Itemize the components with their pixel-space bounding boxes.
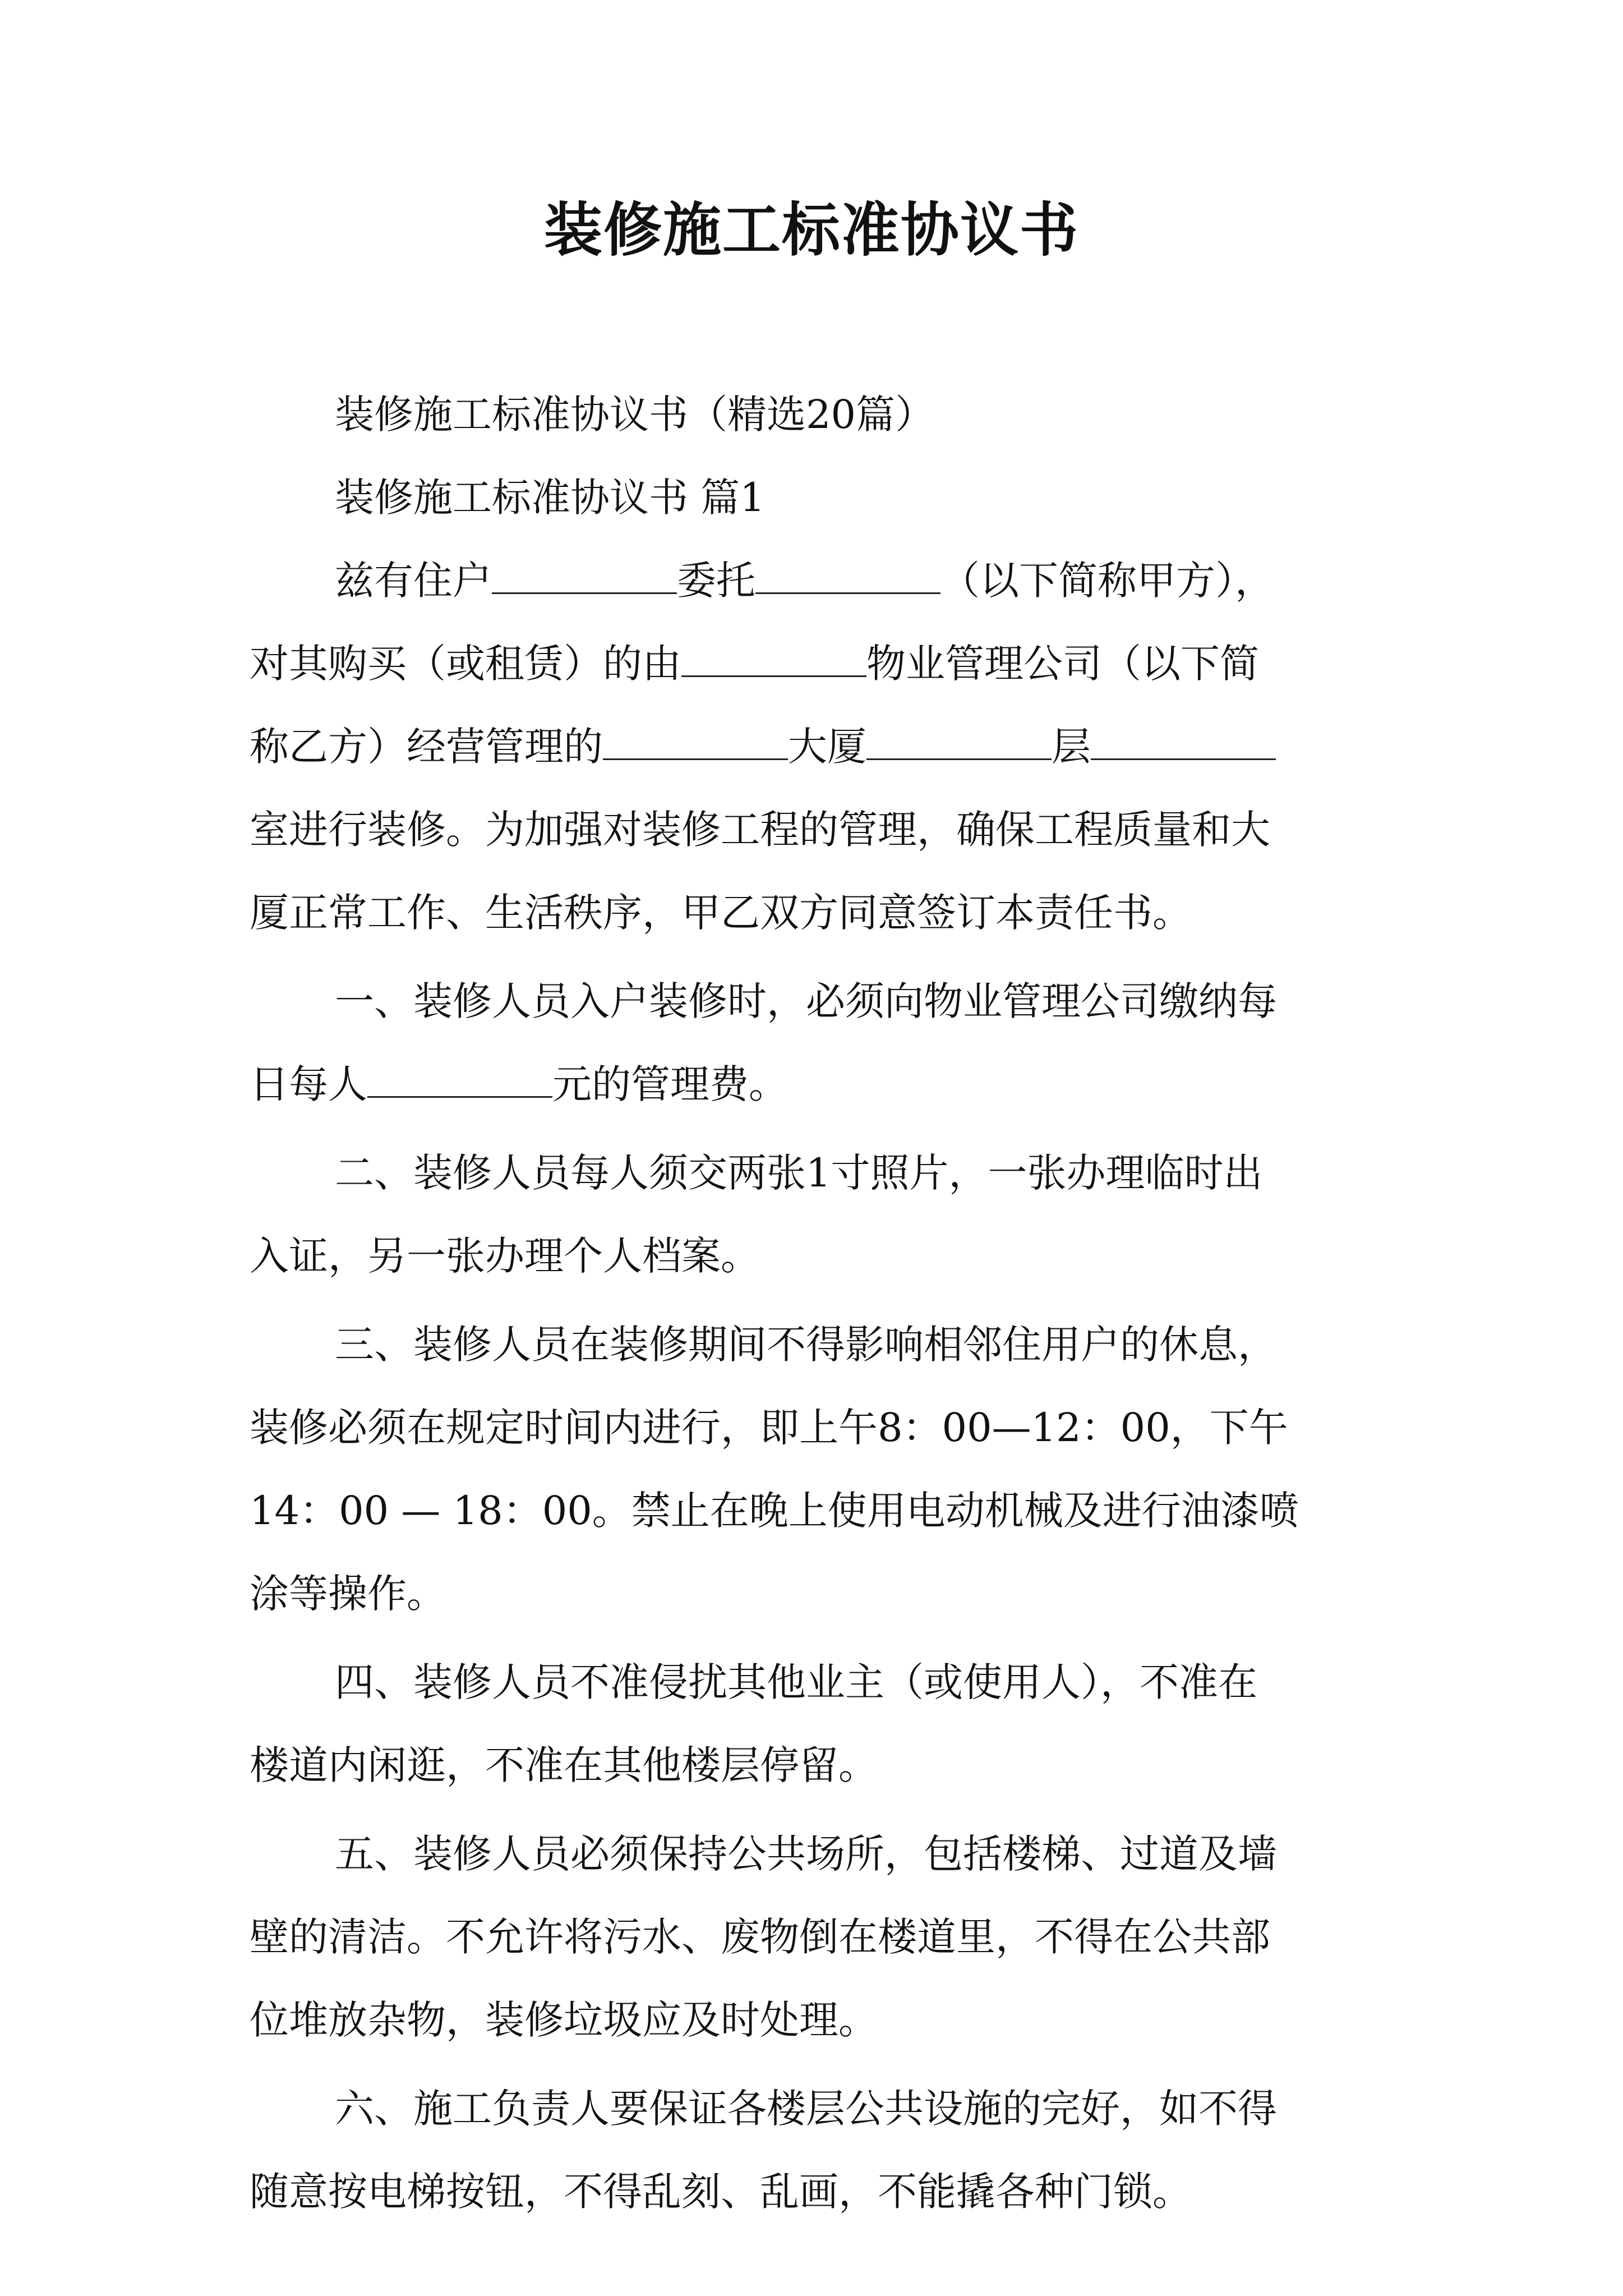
paragraph-line: 入证，另一张办理个人档案。 xyxy=(250,1233,760,1279)
text-run: （以下简称甲方）， xyxy=(940,558,1274,604)
paragraph-line: 三、装修人员在装修期间不得影响相邻住用户的休息， xyxy=(335,1322,1277,1368)
fill-in-blank xyxy=(681,641,866,677)
paragraph-line: 壁的清洁。不允许将污水、废物倒在楼道里，不得在公共部 xyxy=(250,1914,1270,1960)
paragraph-line xyxy=(250,622,1385,705)
paragraph-line: 四、装修人员不准侵扰其他业主（或使用人），不准在 xyxy=(335,1659,1257,1705)
paragraph-line: 二、装修人员每人须交两张1寸照片，一张办理临时出 xyxy=(335,1150,1263,1196)
paragraph-line: 六、施工负责人要保证各楼层公共设施的完好，如不得 xyxy=(335,2086,1277,2132)
fill-in-blank xyxy=(603,724,788,760)
paragraph-line xyxy=(250,539,1385,622)
text-run: 大厦 xyxy=(788,724,866,770)
document-body xyxy=(250,373,1385,2233)
paragraph-line: 14：00 — 18：00。禁止在晚上使用电动机械及进行油漆喷 xyxy=(250,1488,1299,1534)
paragraph-line xyxy=(250,1043,1385,1126)
paragraph-line: 涂等操作。 xyxy=(250,1571,446,1617)
paragraph-line: 厦正常工作、生活秩序，甲乙双方同意签订本责任书。 xyxy=(250,890,1192,936)
document-title: 装修施工标准协议书 xyxy=(543,196,1079,264)
text-run: 日每人 xyxy=(250,1061,367,1107)
clause-2 xyxy=(250,1131,1385,1297)
text-run: 委托 xyxy=(677,558,755,604)
section-heading: 装修施工标准协议书 篇1 xyxy=(335,475,765,521)
paragraph-line xyxy=(250,705,1385,788)
paragraph-line: 装修必须在规定时间内进行，即上午8：00—12：00，下午 xyxy=(250,1405,1288,1451)
clause-5 xyxy=(250,1812,1385,2062)
fill-in-blank xyxy=(755,558,940,594)
text-run: 层 xyxy=(1052,724,1091,770)
clause-1 xyxy=(250,960,1385,1126)
text-run: 兹有住户 xyxy=(335,558,492,604)
document-subtitle: 装修施工标准协议书（精选20篇） xyxy=(335,392,935,438)
intro-paragraph xyxy=(250,539,1385,954)
fill-in-blank xyxy=(367,1061,552,1098)
clause-3 xyxy=(250,1303,1385,1635)
text-run: 称乙方）经营管理的 xyxy=(250,724,603,770)
paragraph-line: 位堆放杂物，装修垃圾应及时处理。 xyxy=(250,1997,878,2043)
clause-6 xyxy=(250,2067,1385,2233)
paragraph-line: 随意按电梯按钮，不得乱刻、乱画，不能撬各种门锁。 xyxy=(250,2169,1192,2215)
fill-in-blank xyxy=(1091,724,1276,760)
paragraph-line: 室进行装修。为加强对装修工程的管理，确保工程质量和大 xyxy=(250,807,1270,853)
clause-4 xyxy=(250,1641,1385,1807)
fill-in-blank xyxy=(492,558,677,594)
paragraph-line: 楼道内闲逛，不准在其他楼层停留。 xyxy=(250,1742,878,1788)
paragraph-line: 一、装修人员入户装修时，必须向物业管理公司缴纳每 xyxy=(335,978,1277,1024)
text-run: 元的管理费。 xyxy=(552,1061,788,1107)
paragraph-line: 五、装修人员必须保持公共场所，包括楼梯、过道及墙 xyxy=(335,1831,1277,1877)
fill-in-blank xyxy=(866,724,1052,760)
text-run: 物业管理公司（以下简 xyxy=(866,641,1259,687)
text-run: 对其购买（或租赁）的由 xyxy=(250,641,681,687)
